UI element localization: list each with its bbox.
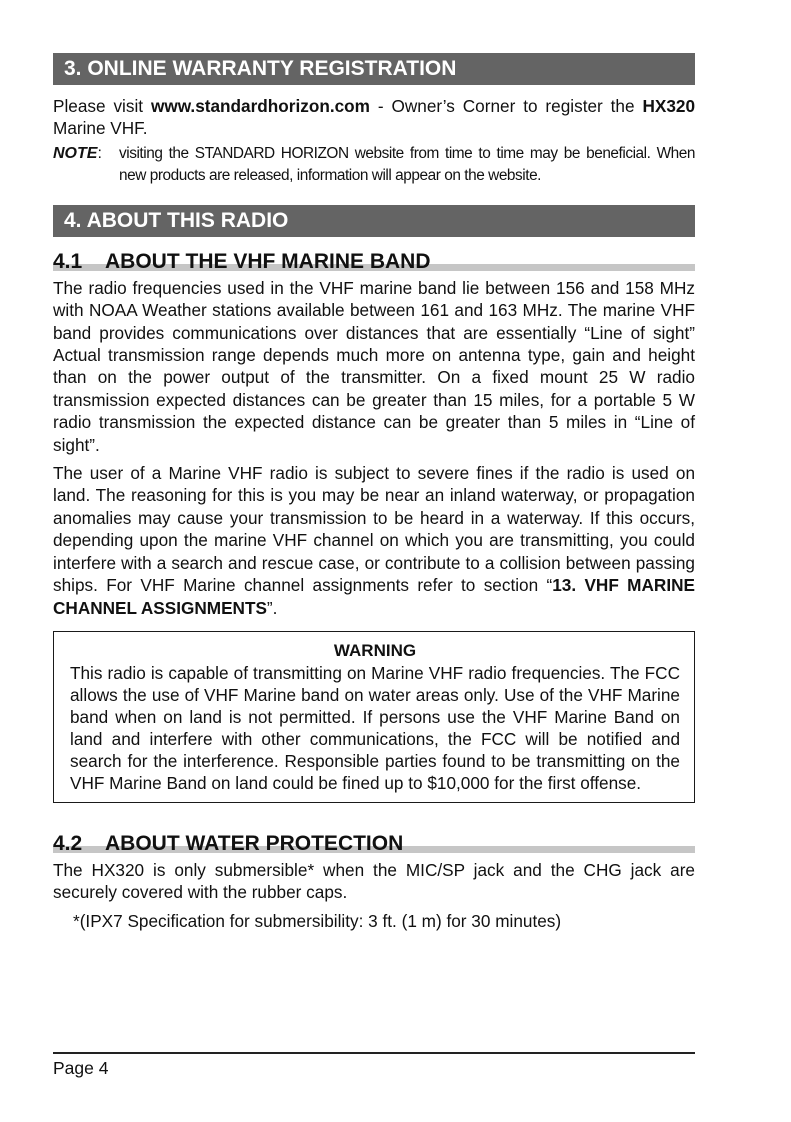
section-3-text-middle: - Owner’s Corner to register the bbox=[369, 96, 643, 116]
subsection-title: ABOUT THE VHF MARINE BAND bbox=[105, 249, 431, 273]
section-3-paragraph bbox=[53, 95, 695, 140]
page-content bbox=[53, 53, 695, 932]
water-protection-paragraph: The HX320 is only submersible* when the MIC/SP jack and the CHG jack are securely covered with the rubber caps. bbox=[53, 859, 695, 903]
subsection-number: 4.2 bbox=[53, 831, 83, 855]
note-label: NOTE: bbox=[53, 144, 102, 162]
footer-divider bbox=[53, 1052, 695, 1054]
note-text: visiting the STANDARD HORIZON website from time to time may be beneficial. When new products are released, information will appear on the website. bbox=[119, 144, 695, 185]
section-3-text-suffix: Marine VHF. bbox=[53, 118, 148, 139]
model-name: HX320 bbox=[642, 96, 696, 116]
section-reference: 13. VHF MARINE CHANNEL ASSIGNMENTS bbox=[53, 575, 695, 618]
website-link[interactable]: www.standardhorizon.com bbox=[150, 96, 370, 116]
marine-band-paragraph-2: The user of a Marine VHF radio is subject to severe fines if the radio is used on land. The reasoning for this is you may be near an inland waterway, or propagation anomalies may cause your transmission to be heard in a waterway. If this occurs, depending upon the marine VHF channel on which you are transmitting, you could interfere with a search and rescue case, or contribute to a collision between passing ships. For VHF Marine channel assignments refer to section “13. VHF MARINE CHANNEL ASSIGNMENTS”. bbox=[53, 463, 695, 618]
subsection-number: 4.1 bbox=[53, 249, 83, 273]
warning-title: WARNING bbox=[333, 640, 417, 660]
marine-band-paragraph-1: The radio frequencies used in the VHF marine band lie between 156 and 158 MHz with NOAA Weather stations available between 161 and 163 MHz. The marine VHF band provides communications over distances that are essentially “Line of sight” Actual transmission range depends much more on antenna type, gain and height than on the power output of the transmitter. On a fixed mount 25 W radio transmission expected distances can be greater than 15 miles, for a portable 5 W radio transmission the expected distance can be greater than 5 miles in “Line of sight”. bbox=[53, 277, 695, 455]
note-block bbox=[53, 143, 695, 188]
subsection-title: ABOUT WATER PROTECTION bbox=[105, 831, 404, 855]
page-number: Page 4 bbox=[53, 1058, 109, 1078]
subsection-4-1-heading bbox=[53, 250, 695, 276]
section-3-text-prefix: Please visit bbox=[53, 96, 151, 116]
subsection-4-2-heading bbox=[53, 832, 695, 858]
ipx7-footnote: *(IPX7 Specification for submersibility: 3 ft. (1 m) for 30 minutes) bbox=[73, 910, 562, 931]
section-3-heading: 3. ONLINE WARRANTY REGISTRATION bbox=[53, 53, 695, 85]
warning-box bbox=[53, 631, 695, 803]
section-4-heading: 4. ABOUT THIS RADIO bbox=[53, 205, 695, 237]
warning-text: This radio is capable of transmitting on Marine VHF radio frequencies. The FCC allows the use of VHF Marine band on water areas only. Use of the VHF Marine band when on land is not permitted. If persons use the VHF Marine Band on land and interfere with other communications, the FCC will be notified and search for the interference. Responsible parties found to be transmitting on the VHF Marine Band on land could be fined up to $10,000 for the first offense. bbox=[70, 662, 680, 793]
